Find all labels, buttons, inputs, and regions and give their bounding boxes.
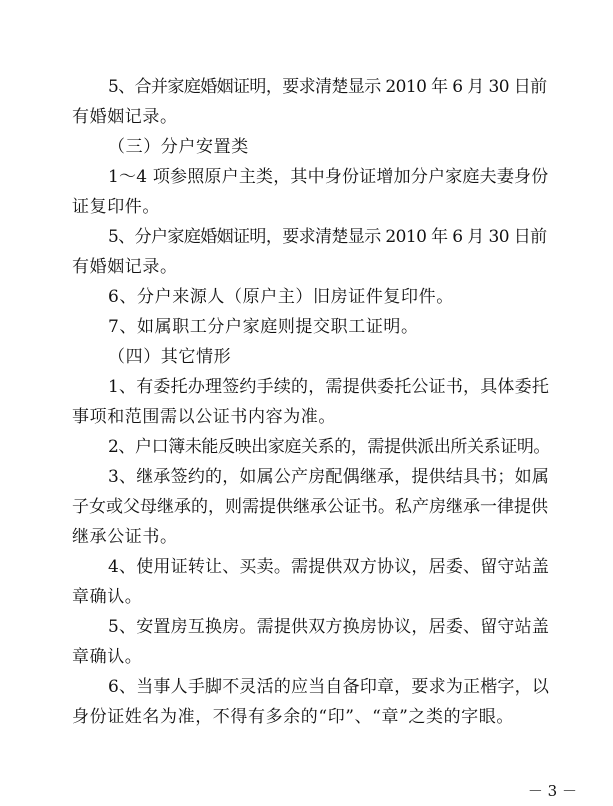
text-line: 5、安置房互换房。需提供双方换房协议，居委、留守站盖 xyxy=(108,617,550,637)
text-line: 6、分户来源人（原户主）旧房证件复印件。 xyxy=(108,287,454,307)
text-line: 1、有委托办理签约手续的，需提供委托公证书，具体委托 xyxy=(108,377,550,397)
text-line: 3、继承签约的，如属公产房配偶继承，提供结具书；如属 xyxy=(108,467,550,487)
text-line: 有婚姻记录。 xyxy=(72,257,178,277)
document-body xyxy=(72,72,552,732)
text-line: 证复印件。 xyxy=(72,197,160,217)
text-line: 继承公证书。 xyxy=(72,527,178,547)
text-line: 5、分户家庭婚姻证明，要求清楚显示 2010 年 6 月 30 日前 xyxy=(108,227,547,247)
text-line: 身份证姓名为准，不得有多余的“印”、“章”之类的字眼。 xyxy=(72,707,514,727)
page-number: － 3 － xyxy=(527,782,577,800)
text-line: 7、如属职工分户家庭则提交职工证明。 xyxy=(108,317,419,337)
text-line: 2、户口簿未能反映出家庭关系的，需提供派出所关系证明。 xyxy=(108,437,551,457)
text-line: 1～4 项参照原户主类，其中身份证增加分户家庭夫妻身份 xyxy=(108,167,549,187)
text-line: 章确认。 xyxy=(72,647,143,667)
text-line: 子女或父母继承的，则需提供继承公证书。私产房继承一律提供 xyxy=(72,497,548,517)
text-line: 4、使用证转让、买卖。需提供双方协议，居委、留守站盖 xyxy=(108,557,550,577)
text-line: 事项和范围需以公证书内容为准。 xyxy=(72,407,336,427)
text-line: 5、合并家庭婚姻证明，要求清楚显示 2010 年 6 月 30 日前 xyxy=(108,77,547,97)
text-line: 有婚姻记录。 xyxy=(72,107,178,127)
text-line: （四）其它情形 xyxy=(108,347,232,367)
text-line: 6、当事人手脚不灵活的应当自备印章，要求为正楷字，以 xyxy=(108,677,550,697)
text-line: （三）分户安置类 xyxy=(108,137,249,157)
text-line: 章确认。 xyxy=(72,587,143,607)
